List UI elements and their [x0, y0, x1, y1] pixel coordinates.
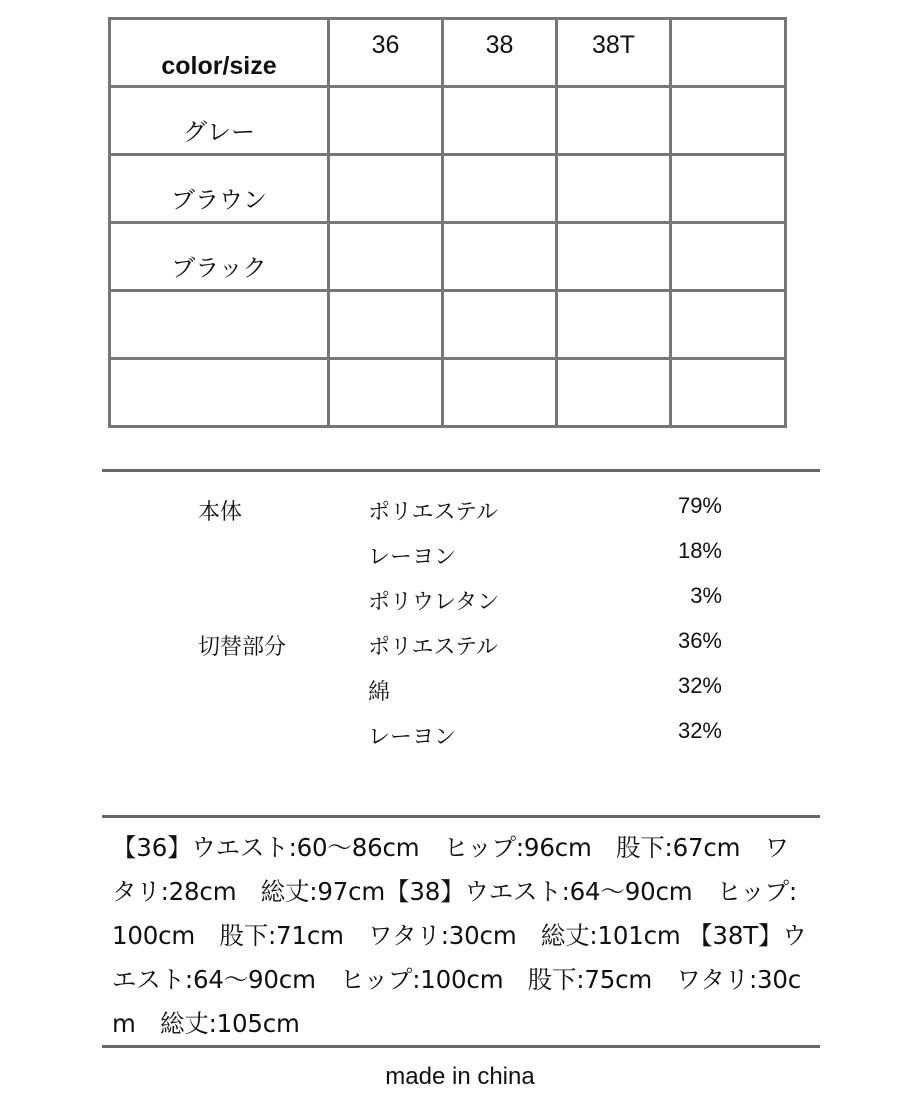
header-size-38t: 38T: [557, 19, 671, 87]
table-cell: [671, 359, 786, 427]
composition-percent: 32%: [677, 673, 722, 698]
table-row: [110, 87, 786, 155]
composition-material: レーヨン: [368, 725, 457, 750]
table-row: [110, 291, 786, 359]
table-cell: [329, 87, 443, 155]
color-label: [110, 291, 329, 359]
composition-percent: 18%: [677, 538, 722, 563]
color-label: ブラウン: [110, 155, 329, 223]
table-row: [110, 155, 786, 223]
header-color-size: color/size: [110, 19, 329, 87]
table-row: [110, 359, 786, 427]
composition-part: 切替部分: [198, 635, 287, 660]
table-cell: [671, 223, 786, 291]
table-cell: [557, 87, 671, 155]
color-label: グレー: [110, 87, 329, 155]
table-cell: [443, 291, 557, 359]
divider-top: [102, 469, 820, 472]
composition-material: ポリエステル: [368, 635, 499, 660]
composition-material: 綿: [368, 680, 391, 705]
color-label: [110, 359, 329, 427]
table-cell: [671, 155, 786, 223]
table-cell: [329, 359, 443, 427]
table-cell: [671, 291, 786, 359]
size-measurements: 【36】ウエスト:60～86cm ヒップ:96cm 股下:67cm ワタリ:28cm 総丈:97cm【38】ウエスト:64～90cm ヒップ:100cm 股下:71cm ワタリ:30cm 総丈:101cm 【38T】ウエスト:64～90cm ヒップ:100cm 股下:75cm ワタリ:30cm 総丈:105cm: [112, 833, 807, 1038]
composition-percent: 3%: [690, 583, 722, 608]
table-cell: [329, 291, 443, 359]
composition-material: ポリエステル: [368, 500, 499, 525]
divider-bottom: [102, 1045, 820, 1048]
color-label: ブラック: [110, 223, 329, 291]
table-cell: [557, 155, 671, 223]
table-header-row: [110, 19, 786, 87]
table-cell: [443, 223, 557, 291]
composition-part: 本体: [198, 500, 243, 525]
table-cell: [557, 291, 671, 359]
header-size-36: 36: [329, 19, 443, 87]
divider-middle: [102, 815, 820, 818]
header-size-38: 38: [443, 19, 557, 87]
table-cell: [557, 223, 671, 291]
origin-label: made in china: [385, 1063, 535, 1090]
table-cell: [443, 155, 557, 223]
composition-percent: 32%: [677, 718, 722, 743]
table-cell: [557, 359, 671, 427]
table-cell: [443, 359, 557, 427]
header-empty: [671, 19, 786, 87]
table-row: [110, 223, 786, 291]
table-cell: [329, 155, 443, 223]
table-cell: [671, 87, 786, 155]
composition-material: レーヨン: [368, 545, 457, 570]
composition-material: ポリウレタン: [368, 590, 500, 615]
size-color-table: [108, 17, 787, 428]
composition-percent: 79%: [677, 493, 722, 518]
composition-percent: 36%: [677, 628, 722, 653]
table-cell: [329, 223, 443, 291]
table-cell: [443, 87, 557, 155]
